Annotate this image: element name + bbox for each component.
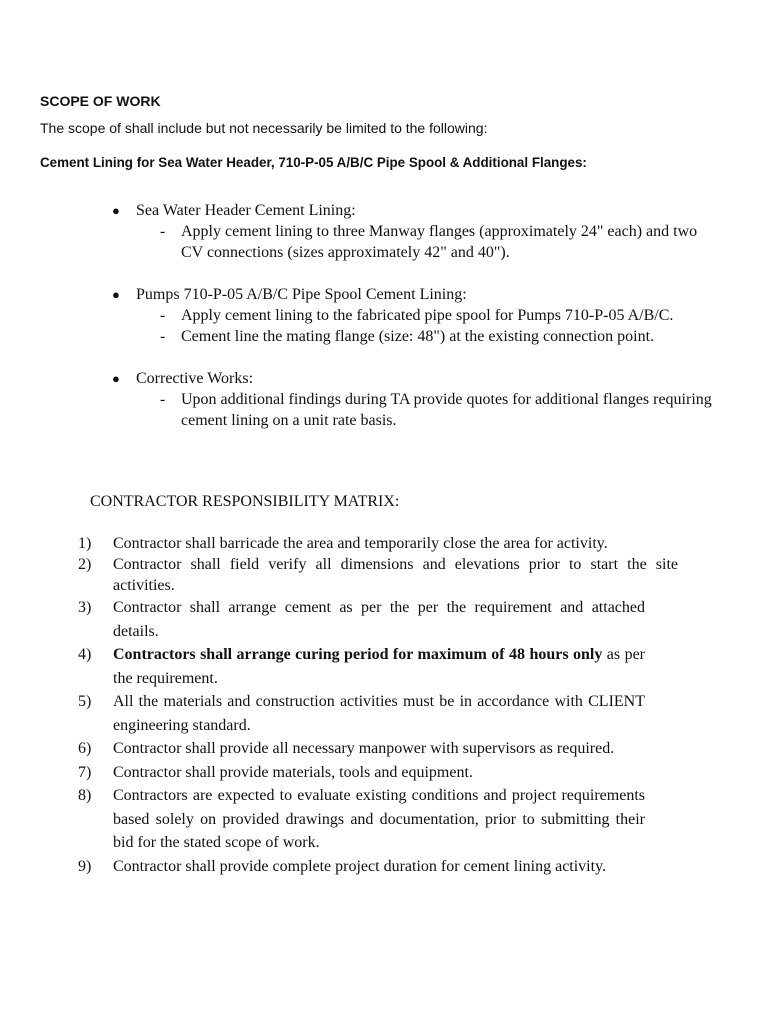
- sub-item-text: Cement line the mating flange (size: 48") at the existing connection point.: [181, 328, 655, 345]
- item-text: All the materials and construction activities must be in accordance with CLIENT engineering standard.: [113, 693, 645, 734]
- scope-bullet-list: [112, 200, 712, 452]
- item-number: 3): [78, 599, 92, 616]
- item-number: 1): [78, 535, 92, 552]
- list-item: [78, 784, 645, 855]
- dash-icon: -: [160, 223, 166, 240]
- responsibility-list: [78, 533, 678, 878]
- intro-text: The scope of shall include but not necessarily be limited to the following:: [40, 120, 488, 136]
- item-number: 4): [78, 646, 92, 663]
- list-item: [78, 855, 645, 879]
- dash-icon: -: [160, 328, 166, 345]
- item-number: 2): [78, 556, 92, 573]
- bullet-title: Pumps 710-P-05 A/B/C Pipe Spool Cement Lining:: [136, 286, 467, 303]
- bullet-dot-icon: ●: [112, 287, 120, 302]
- item-text: Contractor shall barricade the area and temporarily close the area for activity.: [113, 535, 608, 552]
- item-number: 7): [78, 763, 92, 781]
- item-text: Contractor shall arrange cement as per the per the requirement and attached details.: [113, 599, 645, 640]
- item-text: Contractor shall provide complete project duration for cement lining activity.: [113, 857, 607, 875]
- list-item: [78, 737, 645, 761]
- scope-heading: SCOPE OF WORK: [40, 93, 161, 109]
- bullet-title: Corrective Works:: [136, 370, 254, 387]
- item-bold-text: Contractors shall arrange curing period for maximum of 48 hours only: [113, 646, 603, 663]
- item-text: Contractors are expected to evaluate existing conditions and project requirements based solely on provided drawings and documentation, prior to submitting their bid for the stated scope of work.: [113, 787, 645, 851]
- sub-list: [136, 305, 712, 347]
- item-text: Contractor shall field verify all dimensions and elevations prior to start the site activities.: [113, 556, 678, 594]
- bullet-item-sea-water: [112, 200, 712, 263]
- bullet-item-corrective: [112, 368, 712, 431]
- sub-item: [136, 326, 712, 347]
- matrix-title: CONTRACTOR RESPONSIBILITY MATRIX:: [90, 493, 400, 510]
- dash-icon: -: [160, 391, 166, 408]
- sub-item: [136, 305, 712, 326]
- section-subheading: Cement Lining for Sea Water Header, 710-P-05 A/B/C Pipe Spool & Additional Flanges:: [40, 155, 587, 170]
- item-number: 6): [78, 740, 92, 757]
- bullet-title: Sea Water Header Cement Lining:: [136, 202, 356, 219]
- sub-item-text: Upon additional findings during TA provide quotes for additional flanges requiring cement lining on a unit rate basis.: [181, 391, 712, 429]
- item-number: 8): [78, 787, 92, 804]
- sub-list: [136, 221, 712, 263]
- list-item: [78, 643, 645, 690]
- bullet-dot-icon: ●: [112, 203, 120, 218]
- list-item: [78, 690, 645, 737]
- list-item: [78, 554, 678, 596]
- item-text: Contractor shall provide all necessary manpower with supervisors as required.: [113, 740, 615, 757]
- sub-item-text: Apply cement lining to the fabricated pipe spool for Pumps 710-P-05 A/B/C.: [181, 307, 674, 324]
- list-item: [78, 533, 678, 554]
- sub-item: [136, 221, 712, 263]
- list-item: [78, 596, 645, 643]
- item-number: 9): [78, 857, 92, 875]
- sub-list: [136, 389, 712, 431]
- item-number: 5): [78, 693, 92, 710]
- bullet-dot-icon: ●: [112, 371, 120, 386]
- item-text: as per the requirement.: [113, 646, 646, 687]
- item-text: Contractor shall provide materials, tools and equipment.: [113, 763, 473, 781]
- bullet-item-pumps: [112, 284, 712, 347]
- dash-icon: -: [160, 307, 166, 324]
- sub-item: [136, 389, 712, 431]
- list-item: [78, 761, 645, 785]
- sub-item-text: Apply cement lining to three Manway flanges (approximately 24" each) and two CV connections (sizes approximately 42" and 40").: [181, 223, 698, 261]
